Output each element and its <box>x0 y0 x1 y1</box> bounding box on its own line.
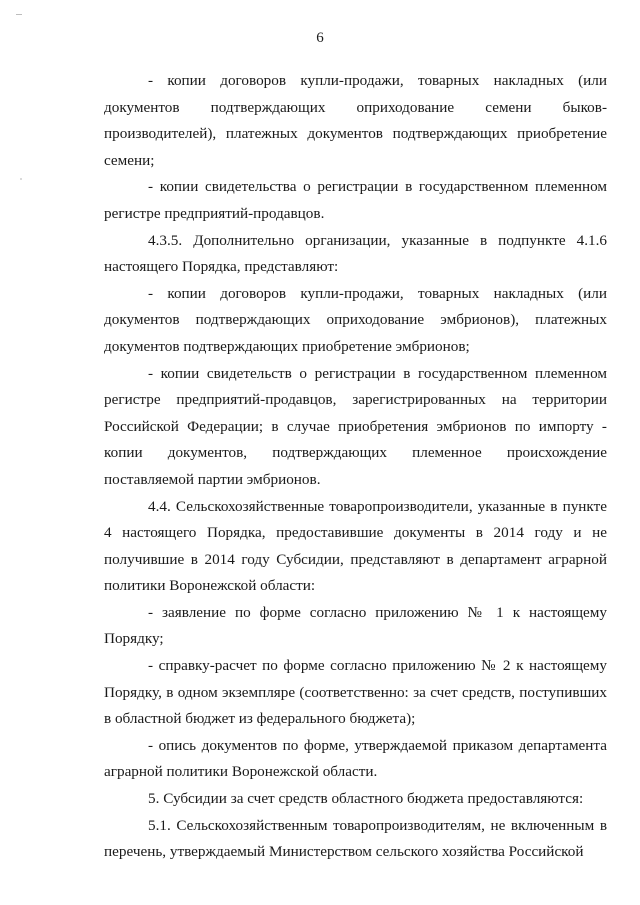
list-item-calculation-certificate: - справку-расчет по форме согласно приложению № 2 к настоящему Порядку, в одном экземпляре (соответственно: за счет средств, поступивших в областной бюджет из федерального бюджета); <box>104 657 607 728</box>
list-item-application-form: - заявление по форме согласно приложению № 1 к настоящему Порядку; <box>104 603 607 648</box>
scan-mark <box>16 14 22 15</box>
list-item-document-inventory: - опись документов по форме, утверждаемой приказом департамента аграрной политики Воронежской области. <box>104 736 607 781</box>
clause-5-1: 5.1. Сельскохозяйственным товаропроизводителям, не включенным в перечень, утверждаемый Министерством сельского хозяйства Российской <box>104 816 607 861</box>
list-item-registry-certificates-embryos: - копии свидетельств о регистрации в государственном племенном регистре предприятий-продавцов, зарегистрированных на территории Российской Федерации; в случае приобретения эмбрионов по импорту - копии документов, подтверждающих племенное происхождение поставляемой партии эмбрионов. <box>104 364 607 488</box>
list-item-sale-contracts-embryos: - копии договоров купли-продажи, товарных накладных (или документов подтверждающих оприходование эмбрионов), платежных документов подтверждающих приобретение эмбрионов; <box>104 284 607 355</box>
document-body <box>104 68 607 866</box>
clause-5: 5. Субсидии за счет средств областного бюджета предоставляются: <box>148 790 584 808</box>
list-item-registry-certificates: - копии свидетельства о регистрации в государственном племенном регистре предприятий-продавцов. <box>104 178 607 222</box>
scan-mark <box>20 178 22 180</box>
page-number: 6 <box>316 30 324 46</box>
clause-4-4: 4.4. Сельскохозяйственные товаропроизводители, указанные в пункте 4 настоящего Порядка, предоставившие документы в 2014 году и не получившие в 2014 году Субсидии, представляют в департамент аграрной политики Воронежской области: <box>104 497 607 595</box>
list-item-sale-contracts-semen: - копии договоров купли-продажи, товарных накладных (или документов подтверждающих оприходование семени быков-производителей), платежных документов подтверждающих приобретение семени; <box>104 72 607 169</box>
clause-4-3-5: 4.3.5. Дополнительно организации, указанные в подпункте 4.1.6 настоящего Порядка, представляют: <box>104 231 607 276</box>
